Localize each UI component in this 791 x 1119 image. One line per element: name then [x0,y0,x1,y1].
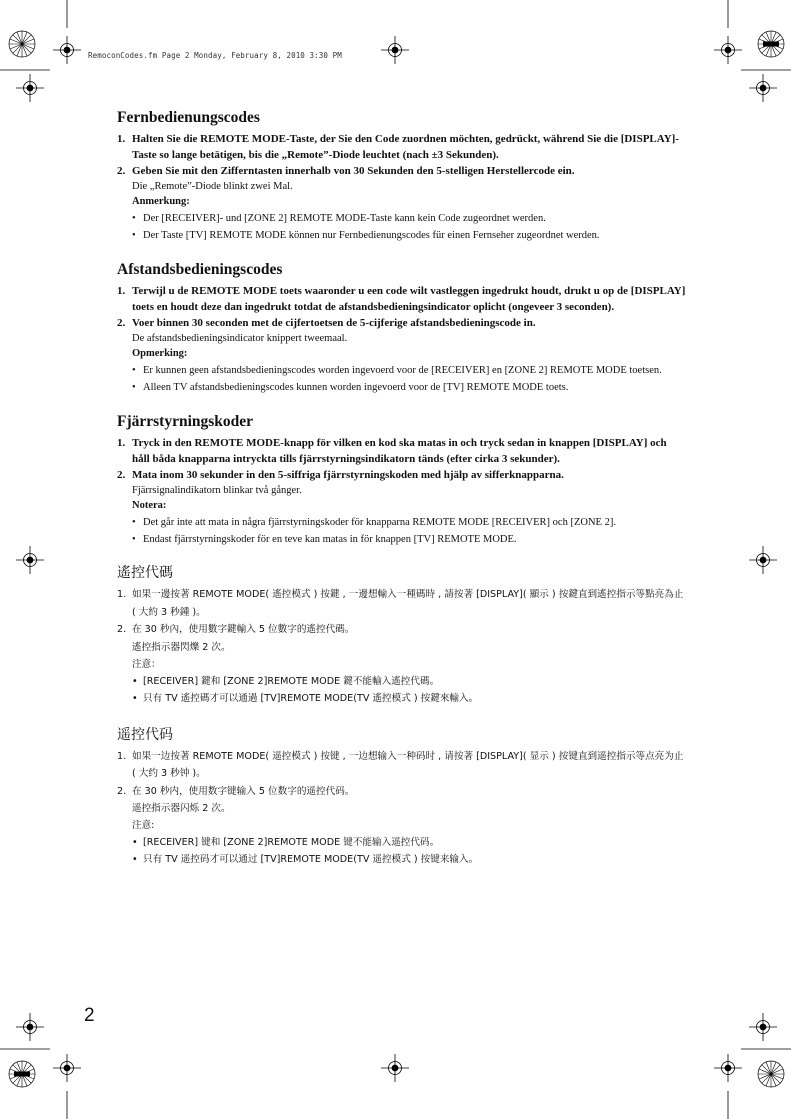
step-item [117,131,687,163]
section-dutch [117,260,687,395]
bullet-text: Endast fjärrstyrningskoder för en teve kan matas in för knappen [TV] REMOTE MODE. [143,534,517,545]
note-bullet [117,690,687,707]
section-title: Afstandsbedieningscodes [117,261,283,278]
step-number: 1. [117,750,127,762]
step-number: 2. [117,317,126,329]
step-result: 遥控指示器闪烁 2 次。 [132,803,231,814]
crosshair-registration-mark [16,546,44,574]
section-title: 遥控代码 [117,726,173,743]
section-traditional-chinese [117,563,687,707]
bullet-icon: • [132,382,136,393]
step-result: Fjärrsignalindikatorn blinkar två gånger. [132,485,302,496]
step-number: 2. [117,165,126,177]
bullet-text: Alleen TV afstandsbedieningscodes kunnen worden ingevoerd voor de [TV] REMOTE MODE toets. [143,382,569,393]
note-bullet [117,515,687,530]
crosshair-registration-mark [749,74,777,102]
section-german [117,108,687,243]
starburst-calibration-mark [9,1061,35,1087]
crosshair-registration-mark [381,1054,409,1082]
note-bullet [117,834,687,851]
bullet-text: Der [RECEIVER]- und [ZONE 2] REMOTE MODE-Taste kann kein Code zugeordnet werden. [143,213,546,224]
crosshair-registration-mark [16,74,44,102]
step-result: 遙控指示器閃爍 2 次。 [132,641,231,653]
crosshair-registration-mark [381,36,409,64]
step-item [117,163,687,179]
bullet-icon: • [132,230,136,241]
note-label: 注意： [132,658,161,670]
bullet-icon: • [132,534,136,545]
step-number: 2. [117,785,127,797]
bullet-text: Er kunnen geen afstandsbedieningscodes worden ingevoerd voor de [RECEIVER] en [ZONE 2] REMOTE MODE toetsen. [143,365,662,376]
bullet-icon: • [132,213,136,224]
step-text: Tryck in den REMOTE MODE-knapp för vilken en kod ska matas in och tryck sedan in knappen [DISPLAY] och håll båda knapparna intryckta tills fjärrstyrningsindikatorn tänds (efter cirka 3 sekunder). [132,437,667,465]
note-bullet [117,211,687,226]
starburst-calibration-mark [758,31,784,57]
step-text: 在 30 秒内，使用数字键输入 5 位数字的遥控代码。 [132,785,355,797]
bullet-text: 只有 TV 遙控碼才可以通過 [TV]REMOTE MODE(TV 遙控模式 ) 按鍵來輸入。 [143,692,479,704]
step-number: 2. [117,624,127,635]
note-bullet [117,673,687,690]
note-bullet [117,851,687,868]
step-item [117,783,687,801]
note-bullet [117,228,687,243]
step-item [117,621,687,639]
document-body [117,108,687,868]
bullet-icon: • [132,675,138,687]
bullet-icon: • [132,692,138,704]
section-title: Fernbedienungscodes [117,109,260,126]
note-bullet [117,532,687,547]
step-item [117,467,687,483]
crosshair-registration-mark [749,546,777,574]
step-text: 在 30 秒內，使用數字鍵輸入 5 位數字的遙控代碼。 [132,624,355,635]
step-text: Halten Sie die REMOTE MODE-Taste, der Sie den Code zuordnen möchten, gedrückt, während Sie die [DISPLAY]-Taste so lange betätigen, bis die „Remote”-Diode leuchtet (nach ±3 Sekunden). [132,133,679,161]
bullet-text: Det går inte att mata in några fjärrstyrningskoder för knapparna REMOTE MODE [RECEIVER] och [ZONE 2]. [143,517,616,528]
bullet-icon: • [132,365,136,376]
crosshair-registration-mark [16,1013,44,1041]
note-label: Opmerking: [132,348,188,359]
step-number: 1. [117,437,126,449]
note-bullet [117,363,687,378]
step-item [117,283,687,315]
bullet-icon: • [132,517,136,528]
step-item [117,586,687,621]
note-label: Notera: [132,500,167,511]
step-item [117,748,687,783]
starburst-calibration-mark [758,1061,784,1087]
bullet-icon: • [132,854,138,865]
crosshair-registration-mark [714,36,742,64]
page-number: 2 [84,1005,95,1026]
bullet-text: [RECEIVER] 键和 [ZONE 2]REMOTE MODE 键不能输入遥控代码。 [143,837,440,848]
section-title: 遙控代碼 [117,565,173,581]
step-result: Die „Remote”-Diode blinkt zwei Mal. [132,181,293,192]
note-bullet [117,380,687,395]
section-title: Fjärrstyrningskoder [117,413,254,430]
step-number: 2. [117,469,126,481]
step-text: Voer binnen 30 seconden met de cijfertoetsen de 5-cijferige afstandsbedieningscode in. [132,317,536,329]
bullet-text: 只有 TV 遥控码才可以通过 [TV]REMOTE MODE(TV 遥控模式 ) 按键来输入。 [143,854,479,865]
note-label: Anmerkung: [132,196,190,207]
crosshair-registration-mark [749,1013,777,1041]
crosshair-registration-mark [53,36,81,64]
step-result: De afstandsbedieningsindicator knippert tweemaal. [132,333,348,344]
starburst-calibration-mark [9,31,35,57]
step-text: 如果一邊按著 REMOTE MODE( 遙控模式 ) 按鍵 , 一邊想輸入一種碼時 , 請按著 [DISPLAY]( 顯示 ) 按鍵直到遙控指示等點亮為止 ( 大約 3 秒鍾 )。 [132,589,684,618]
section-simplified-chinese [117,725,687,869]
step-number: 1. [117,133,126,145]
note-label: 注意: [132,820,155,831]
bullet-icon: • [132,837,138,848]
step-text: 如果一边按著 REMOTE MODE( 遥控模式 ) 按键 , 一边想输入一种码时 , 请按著 [DISPLAY]( 显示 ) 按键直到遥控指示等点亮为止 ( 大约 3 秒钟 )。 [132,750,684,779]
section-swedish [117,412,687,547]
step-item [117,315,687,331]
step-text: Terwijl u de REMOTE MODE toets waaronder u een code wilt vastleggen ingedrukt houdt, drukt u op de [DISPLAY] toets en houdt deze dan ingedrukt totdat de afstandsbedieningsindicator oplicht (ongeveer 3 seconden). [132,285,686,313]
step-number: 1. [117,589,127,600]
step-text: Mata inom 30 sekunder in den 5-siffriga fjärrstyrningskoden med hjälp av sifferknapparna. [132,469,564,481]
step-number: 1. [117,285,126,297]
step-text: Geben Sie mit den Zifferntasten innerhalb von 30 Sekunden den 5-stelligen Herstellercode ein. [132,165,575,177]
bullet-text: [RECEIVER] 鍵和 [ZONE 2]REMOTE MODE 鍵不能輸入遙控代碼。 [143,675,440,687]
running-header: RemoconCodes.fm Page 2 Monday, February 8, 2010 3:30 PM [88,51,342,60]
crosshair-registration-mark [714,1054,742,1082]
step-item [117,435,687,467]
bullet-text: Der Taste [TV] REMOTE MODE können nur Fernbedienungscodes für einen Fernseher zugeordnet werden. [143,230,600,241]
crosshair-registration-mark [53,1054,81,1082]
